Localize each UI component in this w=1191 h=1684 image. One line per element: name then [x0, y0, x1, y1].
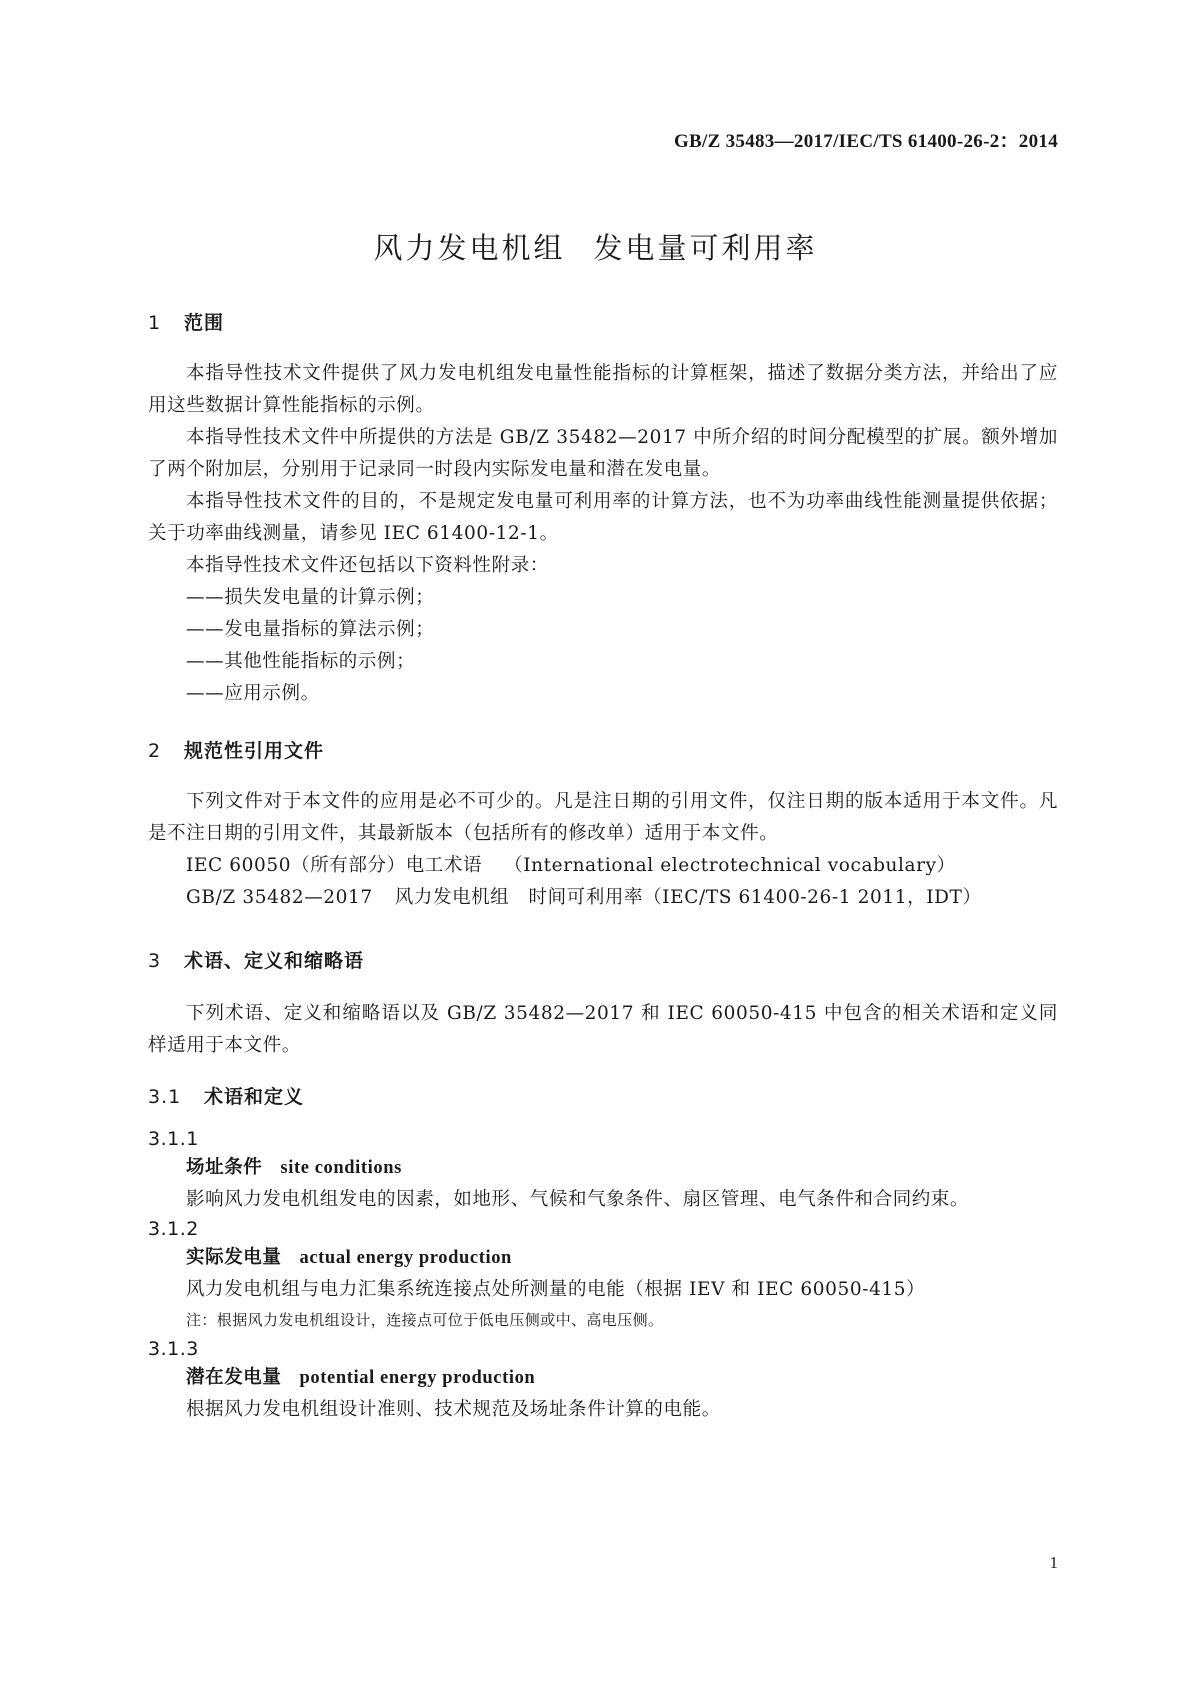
paragraph: 本指导性技术文件中所提供的方法是 GB/Z 35482—2017 中所介绍的时间分配模型的扩展。额外增加了两个附加层，分别用于记录同一时段内实际发电量和潜在发电量。 [148, 427, 1058, 480]
section-title: 术语、定义和缩略语 [184, 950, 365, 972]
paragraph: 本指导性技术文件的目的，不是规定发电量可利用率的计算方法，也不为功率曲线性能测量提供依据；关于功率曲线测量，请参见 IEC 61400-12-1。 [148, 491, 1058, 544]
reference-title: （International electrotechnical vocabulary） [504, 855, 956, 876]
paragraph: 下列术语、定义和缩略语以及 GB/Z 35482—2017 和 IEC 60050-415 中包含的相关术语和定义同样适用于本文件。 [148, 1003, 1058, 1056]
section-1-heading [148, 308, 1058, 335]
term-number: 3.1.3 [148, 1338, 199, 1360]
title-part-2: 发电量可利用率 [593, 231, 818, 265]
term-entry [148, 1338, 1058, 1426]
term-name [148, 1362, 1058, 1394]
subsection-3-1-heading [148, 1082, 1058, 1109]
subsection-number: 3.1 [148, 1086, 182, 1108]
reference-item [148, 850, 1058, 882]
paragraph: 本指导性技术文件提供了风力发电机组发电量性能指标的计算框架，描述了数据分类方法，并给出了应用这些数据计算性能指标的示例。 [148, 363, 1058, 416]
section-number: 3 [148, 950, 162, 972]
term-definition: 根据风力发电机组设计准则、技术规范及场址条件计算的电能。 [186, 1399, 721, 1420]
section-3-body [148, 998, 1058, 1062]
section-1-body [148, 358, 1058, 710]
list-item: ——发电量指标的算法示例； [186, 619, 435, 640]
term-zh: 实际发电量 [186, 1247, 282, 1268]
term-definition: 风力发电机组与电力汇集系统连接点处所测量的电能（根据 IEV 和 IEC 60050-415） [186, 1279, 926, 1300]
term-en: site conditions [280, 1158, 402, 1178]
page-number: 1 [1049, 1553, 1058, 1572]
section-number: 2 [148, 740, 162, 762]
term-zh: 场址条件 [186, 1157, 263, 1178]
section-3-heading [148, 946, 1058, 973]
document-title [0, 226, 1191, 267]
term-zh: 潜在发电量 [186, 1367, 282, 1388]
section-title: 范围 [184, 312, 225, 334]
term-en: potential energy production [299, 1368, 536, 1388]
term-number: 3.1.2 [148, 1218, 199, 1240]
term-definition: 影响风力发电机组发电的因素，如地形、气候和气象条件、扇区管理、电气条件和合同约束。 [186, 1189, 970, 1210]
reference-item [148, 882, 1058, 914]
list-item: ——损失发电量的计算示例； [186, 587, 435, 608]
term-name [148, 1242, 1058, 1274]
standard-code: GB/Z 35483—2017/IEC/TS 61400-26-2：2014 [673, 131, 1058, 152]
reference-code: IEC 60050（所有部分）电工术语 [186, 855, 483, 876]
list-item: ——应用示例。 [186, 683, 320, 704]
section-2-body [148, 786, 1058, 914]
term-entry [148, 1218, 1058, 1334]
title-part-1: 风力发电机组 [373, 231, 566, 265]
term-entry [148, 1128, 1058, 1216]
section-number: 1 [148, 312, 162, 334]
term-number: 3.1.1 [148, 1128, 199, 1150]
paragraph: 下列文件对于本文件的应用是必不可少的。凡是注日期的引用文件，仅注日期的版本适用于本文件。凡是不注日期的引用文件，其最新版本（包括所有的修改单）适用于本文件。 [148, 791, 1058, 844]
subsection-title: 术语和定义 [204, 1086, 305, 1108]
list-item: ——其他性能指标的示例； [186, 651, 416, 672]
term-en: actual energy production [299, 1248, 512, 1268]
section-2-heading [148, 736, 1058, 763]
term-name [148, 1152, 1058, 1184]
reference-code: GB/Z 35482—2017 [186, 887, 373, 908]
reference-title: 风力发电机组 时间可利用率（IEC/TS 61400-26-1 2011，IDT） [394, 887, 982, 908]
section-title: 规范性引用文件 [184, 740, 325, 762]
paragraph: 本指导性技术文件还包括以下资料性附录： [186, 555, 549, 576]
term-note: 注：根据风力发电机组设计，连接点可位于低电压侧或中、高电压侧。 [186, 1311, 664, 1329]
